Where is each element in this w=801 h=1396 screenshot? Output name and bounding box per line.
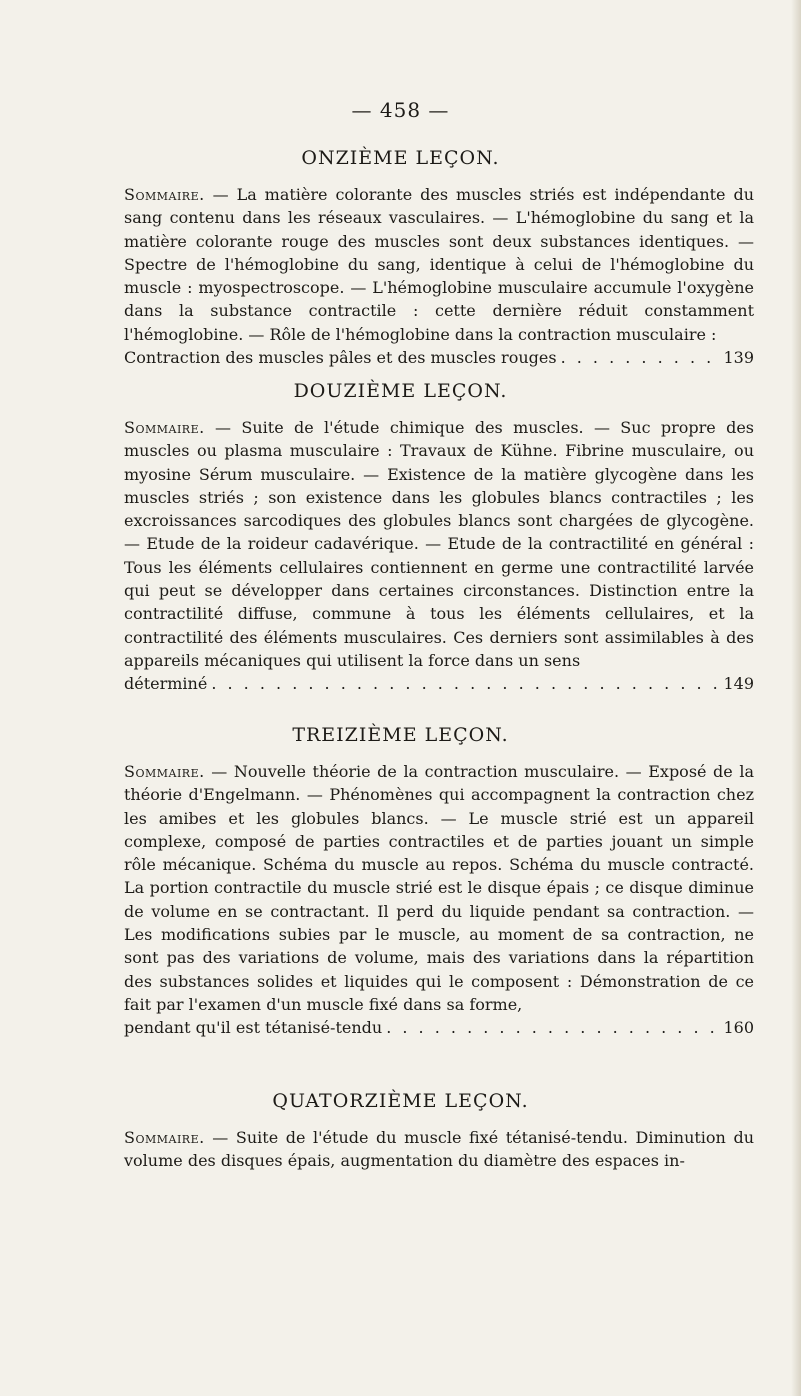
page-reference: 160 [723,1018,754,1038]
lesson-14-title: QUATORZIÈME LEÇON. [272,1090,529,1112]
page-reference: 149 [723,674,754,694]
leader-dots [561,346,720,369]
page-edge-shadow [791,0,801,1396]
summary-label: Sommaire. [124,762,205,781]
summary-text: — Suite de l'étude du muscle fixé tétanisé-tendu. Diminution du volume des disques épais, augmentation du diamètre des espaces in- [124,1128,754,1171]
summary-label: Sommaire. [124,185,205,204]
lesson-12-title: DOUZIÈME LEÇON. [293,380,508,402]
summary-label: Sommaire. [124,1128,205,1147]
leader-dots [386,1016,719,1039]
summary-last-phrase: déterminé [124,674,208,694]
summary-last-phrase: Contraction des muscles pâles et des muscles rouges [124,348,557,368]
summary-tail [124,1016,754,1039]
summary-tail [124,672,754,695]
lesson-12-summary [124,416,754,696]
summary-tail [124,346,754,369]
lesson-14-summary [124,1126,754,1173]
summary-last-phrase: pendant qu'il est tétanisé-tendu [124,1018,383,1038]
summary-text: — Suite de l'étude chimique des muscles. — Suc propre des muscles ou plasma musculaire : Travaux de Kühne. Fibrine musculaire, ou myosine Sérum musculaire. — Existence de la matière glycogène dans les muscles striés ; son existence dans les globules blancs contractiles ; les excroissances sarcodiques des globules blancs sont chargées de glycogène. — Etude de la roideur cadavérique. — Etude de la contractilité en général : Tous les éléments cellulaires contiennent en germe une contractilité larvée qui peut se développer dans certaines circonstances. Distinction entre la contractilité diffuse, commune à tous les éléments cellulaires, et la contractilité des éléments musculaires. Ces derniers sont assimilables à des appareils mécaniques qui utilisent la force dans un sens [124,418,754,670]
lesson-13-summary [124,760,754,1040]
summary-label: Sommaire. [124,418,205,437]
lesson-11-title: ONZIÈME LEÇON. [301,147,500,169]
leader-dots [211,672,719,695]
lesson-11-summary [124,183,754,369]
page-number: — 458 — [351,98,450,122]
summary-text: — Nouvelle théorie de la contraction musculaire. — Exposé de la théorie d'Engelmann. — Phénomènes qui accompagnent la contraction chez les amibes et les globules blancs. — Le muscle strié est un appareil complexe, composé de parties contractiles et de parties jouant un simple rôle mécanique. Schéma du muscle au repos. Schéma du muscle contracté. La portion contractile du muscle strié est le disque épais ; ce disque diminue de volume en se contractant. Il perd du liquide pendant sa contraction. — Les modifications subies par le muscle, au moment de sa contraction, ne sont pas des variations de volume, mais des variations dans la répartition des substances solides et liquides qui le composent : Démonstration de ce fait par l'examen d'un muscle fixé dans sa forme, [124,762,754,1014]
page-reference: 139 [723,348,754,368]
lesson-13-title: TREIZIÈME LEÇON. [292,724,509,746]
summary-text: — La matière colorante des muscles striés est indépendante du sang contenu dans les réseaux vasculaires. — L'hémoglobine du sang et la matière colorante rouge des muscles sont deux substances identiques. — Spectre de l'hémoglobine du sang, identique à celui de l'hémoglobine du muscle : myospectroscope. — L'hémoglobine musculaire accumule l'oxygène dans la substance contractile : cette dernière réduit constamment l'hémoglobine. — Rôle de l'hémoglobine dans la contraction musculaire : [124,185,754,344]
